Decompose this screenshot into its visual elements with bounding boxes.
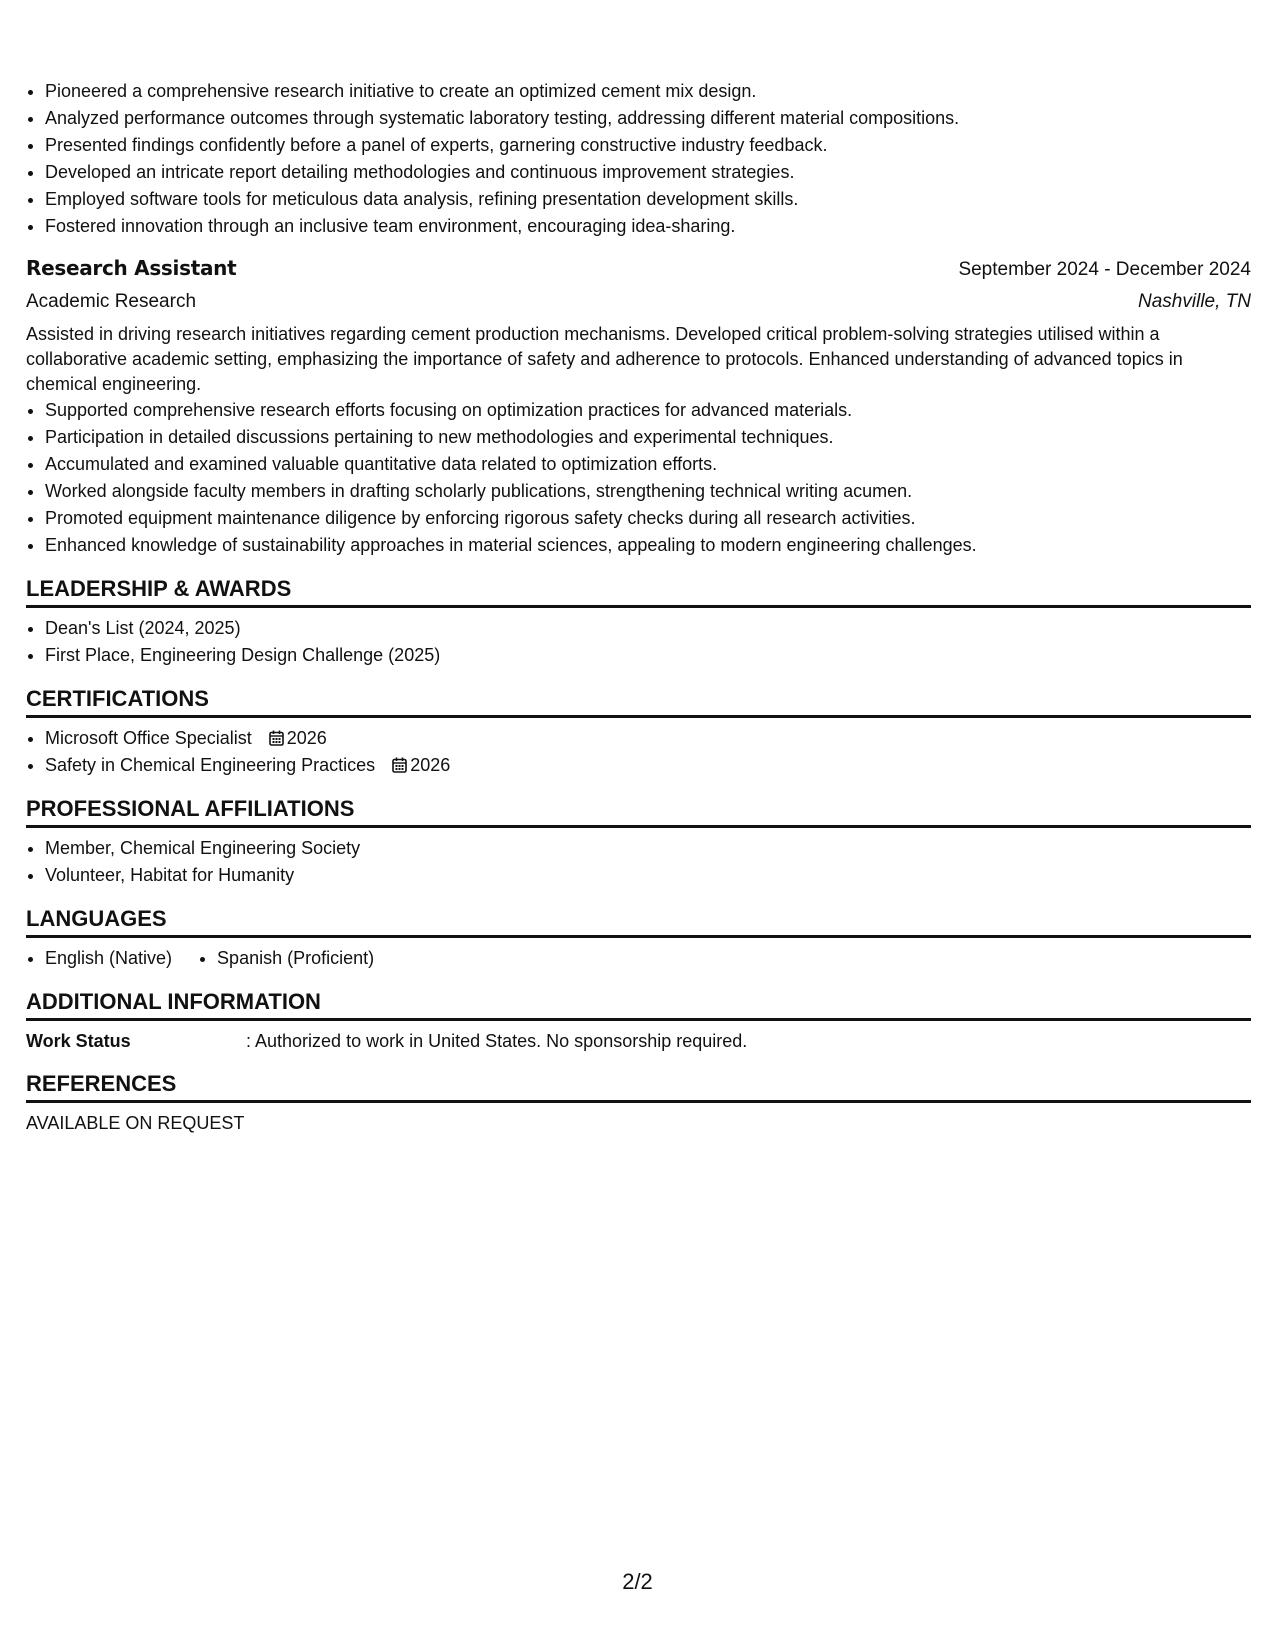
job-subheader <box>26 286 1251 318</box>
job-location: Nashville, TN <box>1138 291 1251 312</box>
list-item: Enhanced knowledge of sustainability approaches in material sciences, appealing to modern engineering challenges. <box>26 532 1251 559</box>
certification-name: Microsoft Office Specialist <box>45 728 252 748</box>
section-heading: LEADERSHIP & AWARDS <box>26 575 1251 608</box>
list-item <box>26 725 1251 752</box>
work-status-label: Work Status <box>26 1031 131 1051</box>
list-item: Developed an intricate report detailing methodologies and continuous improvement strategies. <box>26 159 1251 186</box>
certifications-section <box>26 685 1251 779</box>
list-item: Pioneered a comprehensive research initiative to create an optimized cement mix design. <box>26 78 1251 105</box>
list-item: Presented findings confidently before a panel of experts, garnering constructive industry feedback. <box>26 132 1251 159</box>
leadership-list <box>26 615 1251 669</box>
page-number: 2/2 <box>622 1569 653 1594</box>
job-title: Research Assistant <box>26 256 237 280</box>
certifications-list <box>26 725 1251 779</box>
work-status-value: : Authorized to work in United States. No sponsorship required. <box>246 1031 748 1051</box>
list-item: Employed software tools for meticulous data analysis, refining presentation development skills. <box>26 186 1251 213</box>
certification-year: 2026 <box>410 755 451 775</box>
list-item: Volunteer, Habitat for Humanity <box>26 862 1251 889</box>
section-heading: PROFESSIONAL AFFILIATIONS <box>26 795 1251 828</box>
list-item: Promoted equipment maintenance diligence by enforcing rigorous safety checks during all research activities. <box>26 505 1251 532</box>
list-item: Analyzed performance outcomes through systematic laboratory testing, addressing different material compositions. <box>26 105 1251 132</box>
list-item: First Place, Engineering Design Challenge (2025) <box>26 642 1251 669</box>
additional-info-section <box>26 988 1251 1054</box>
section-heading: LANGUAGES <box>26 905 1251 938</box>
calendar-icon <box>392 757 407 773</box>
section-heading: REFERENCES <box>26 1070 1251 1103</box>
list-item <box>26 752 1251 779</box>
leadership-section <box>26 575 1251 669</box>
section-heading: CERTIFICATIONS <box>26 685 1251 718</box>
affiliations-list <box>26 835 1251 889</box>
job-header <box>26 252 1251 286</box>
languages-list <box>26 945 1251 972</box>
affiliations-section <box>26 795 1251 889</box>
list-item: Supported comprehensive research efforts focusing on optimization practices for advanced materials. <box>26 397 1251 424</box>
certification-year: 2026 <box>286 728 327 748</box>
list-item: Dean's List (2024, 2025) <box>26 615 1251 642</box>
job-organization: Academic Research <box>26 291 197 312</box>
job-description: Assisted in driving research initiatives regarding cement production mechanisms. Developed critical problem-solving strategies utilised within a collaborative academic setting, emphasizing the importance of safety and adherence to protocols. Enhanced understanding of advanced topics in chemical engineering. <box>26 324 1183 394</box>
section-heading: ADDITIONAL INFORMATION <box>26 988 1251 1021</box>
calendar-icon <box>269 730 284 746</box>
work-status-row <box>26 1028 1251 1054</box>
resume-page <box>26 78 1251 1136</box>
references-text: AVAILABLE ON REQUEST <box>26 1113 245 1133</box>
list-item: Spanish (Proficient) <box>198 945 374 972</box>
languages-section <box>26 905 1251 972</box>
list-item: Fostered innovation through an inclusive team environment, encouraging idea-sharing. <box>26 213 1251 240</box>
list-item: Worked alongside faculty members in drafting scholarly publications, strengthening technical writing acumen. <box>26 478 1251 505</box>
list-item: Participation in detailed discussions pertaining to new methodologies and experimental techniques. <box>26 424 1251 451</box>
previous-job-bullets <box>26 78 1251 240</box>
list-item: English (Native) <box>26 945 172 972</box>
list-item: Member, Chemical Engineering Society <box>26 835 1251 862</box>
job-dates: September 2024 - December 2024 <box>958 259 1251 280</box>
list-item: Accumulated and examined valuable quantitative data related to optimization efforts. <box>26 451 1251 478</box>
references-section <box>26 1070 1251 1136</box>
job-bullets <box>26 397 1251 559</box>
job-entry <box>26 252 1251 559</box>
certification-name: Safety in Chemical Engineering Practices <box>45 755 376 775</box>
